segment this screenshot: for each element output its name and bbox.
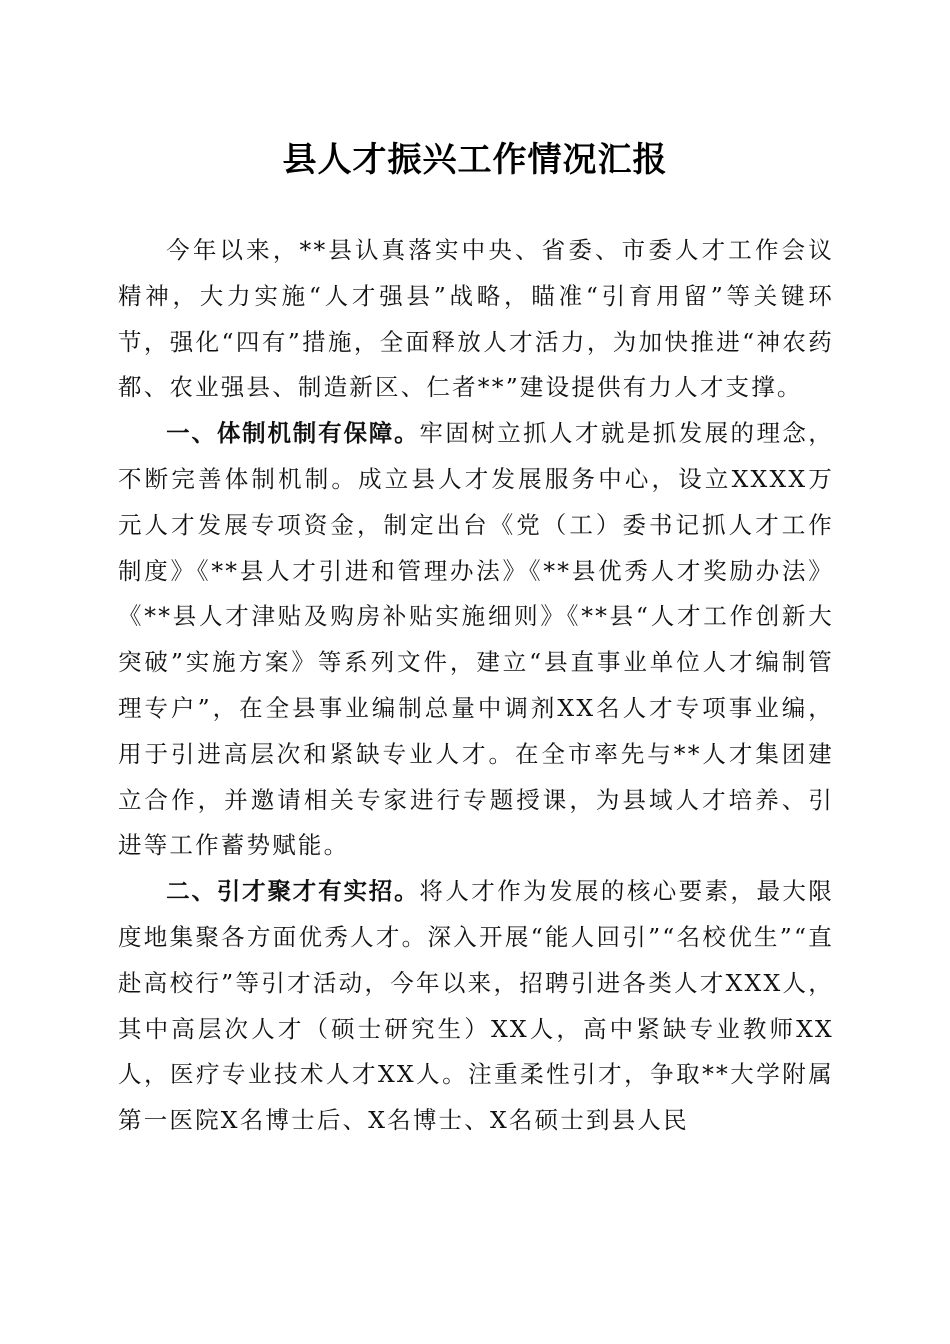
intro-paragraph — [118, 228, 834, 411]
paragraph-text: 将人才作为发展的核心要素，最大限度地集聚各方面优秀人才。深入开展“能人回引”“名校优生”“直赴高校行”等引才活动，今年以来，招聘引进各类人才XXX人，其中高层次人才（硕士研究生）XX人，高中紧缺专业教师XX人，医疗专业技术人才XX人。注重柔性引才，争取**大学附属第一医院X名博士后、X名博士、X名硕士到县人民 — [118, 877, 834, 1135]
document-title: 县人才振兴工作情况汇报 — [282, 140, 668, 180]
paragraph-heading: 一、体制机制有保障。 — [166, 419, 420, 448]
document-body — [118, 228, 834, 1144]
section-paragraph-2 — [118, 869, 834, 1144]
paragraph-text: 今年以来，**县认真落实中央、省委、市委人才工作会议精神，大力实施“人才强县”战略，瞄准“引育用留”等关键环节，强化“四有”措施，全面释放人才活力，为加快推进“神农药都、农业强县、制造新区、仁者**”建设提供有力人才支撑。 — [118, 236, 834, 402]
section-paragraph-1 — [118, 411, 834, 869]
paragraph-text: 牢固树立抓人才就是抓发展的理念，不断完善体制机制。成立县人才发展服务中心，设立XXXX万元人才发展专项资金，制定出台《党（工）委书记抓人才工作制度》《**县人才引进和管理办法》《**县优秀人才奖励办法》《**县人才津贴及购房补贴实施细则》《**县“人才工作创新大突破”实施方案》等系列文件，建立“县直事业单位人才编制管理专户”，在全县事业编制总量中调剂XX名人才专项事业编，用于引进高层次和紧缺专业人才。在全市率先与**人才集团建立合作，并邀请相关专家进行专题授课，为县域人才培养、引进等工作蓄势赋能。 — [118, 419, 834, 860]
paragraph-heading: 二、引才聚才有实招。 — [166, 877, 420, 906]
